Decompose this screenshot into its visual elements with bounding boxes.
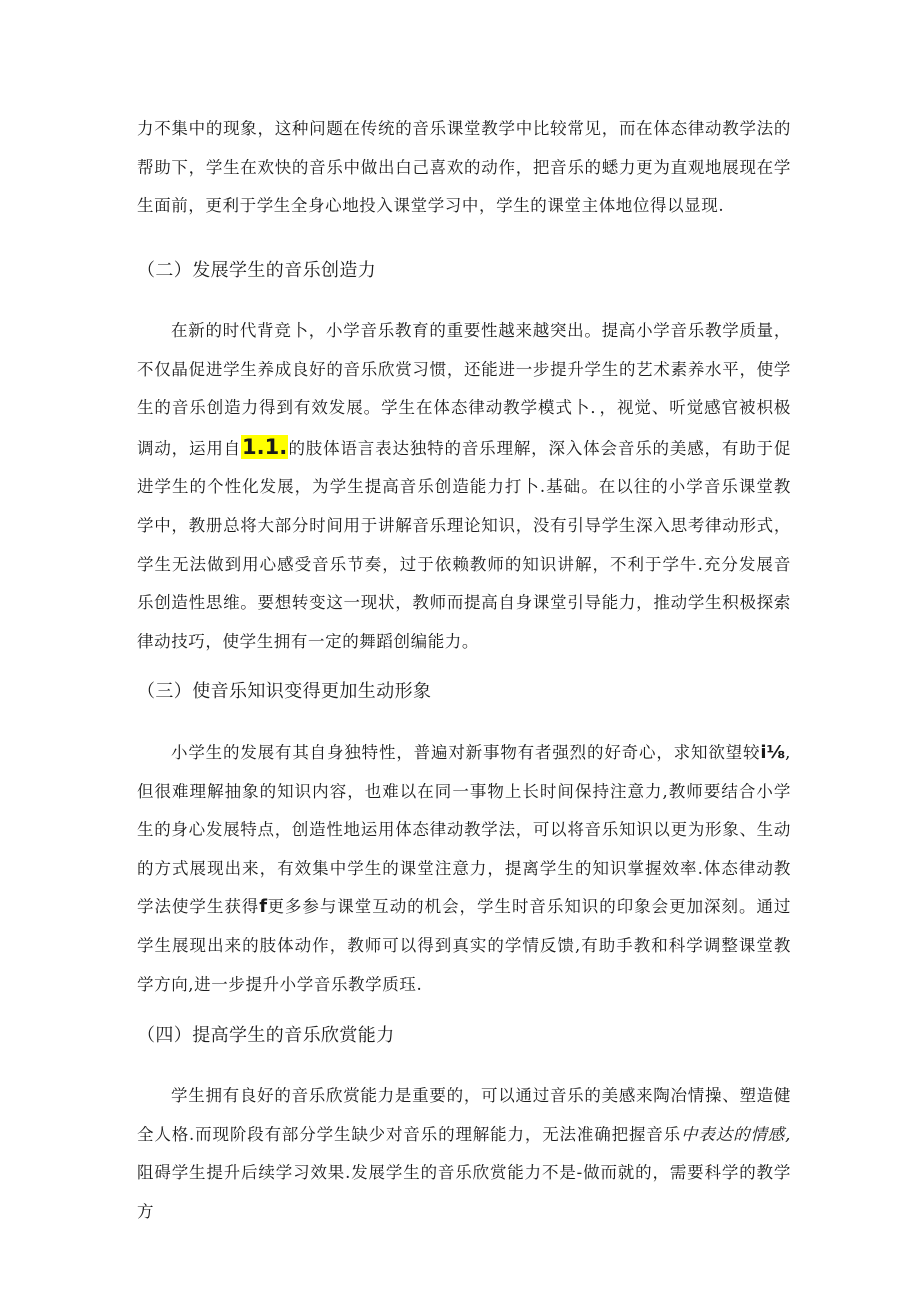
- paragraph-section-3-text-b: ,但很难理解抽象的知识内容，也难以在同一事物上长时间保持注意力,教师要结合小学生的身心发展特点，创造性地运用体态律动教学法，可以将音乐知识以更为形象、生动的方式展现出来，有效集中学生的课堂注意力，提离学生的知识掌握效率.体态律动教学法使学生获得: [137, 743, 791, 917]
- paragraph-section-3-text-c: 更多参与课堂互动的机会，学生时音乐知识的印象会更加深刻。通过学生展现出来的肢体动作，教师可以得到真实的学情反馈,有助手教和科学调整课堂教学方向,进一步提升小学音乐教学质珏.: [137, 897, 792, 994]
- section-heading-4: （四）提高学生的音乐欣赏能力: [137, 1025, 395, 1046]
- ocr-glyph-1: i⅛: [760, 742, 786, 763]
- paragraph-section-2-text-b: 的肢体语言表达独特的音乐理解，深入体会音乐的美感，有助于促进学生的个性化发展，为学生提高音乐创造能力打卜.基础。在以往的小学音乐课堂教学中，教册总将大部分时间用于讲解音乐理论知识，没有引导学生深入思考律动形式，学生无法做到用心感受音乐节奏，过于依赖教师的知识讲解，不利于学牛.充分发展音乐创造性思维。要想转变这一现状，教师而提高自身课堂引导能力，推动学生积极探索律动技巧，使学生拥有一定的舞蹈创编能力。: [137, 438, 791, 651]
- ocr-glyph-2: f: [259, 896, 268, 918]
- italic-text: 中表达的情感,: [681, 1124, 791, 1144]
- paragraph-section-3-text-a: 小学生的发展有其自身独特性，普遍对新事物有者强烈的好奇心，求知欲望较: [171, 743, 761, 762]
- paragraph-section-4: [137, 1077, 791, 1231]
- paragraph-section-2-text-a: 在新的时代背竞卜，小学音乐教育的重要性越来越突出。提高小学音乐教学质量，不仅晶促进学生养成良好的音乐欣赏习惯，还能进一步提升学生的艺术素养水平，使学生的音乐创造力得到有效发展。学生在体态律动教学模式卜．，视觉、听觉感官被枳极调动，运用自: [137, 321, 791, 458]
- highlighted-text: 1.1.: [242, 434, 288, 459]
- section-heading-2: （二）发展学生的音乐创造力: [137, 260, 377, 281]
- paragraph-section-4-text-a: 学生拥有良好的音乐欣赏能力是重要的，可以通过音乐的美感来陶冶情操、塑造健全人格.而现阶段有部分学生缺少对音乐的理解能力，无法准确把握音乐: [137, 1086, 791, 1144]
- paragraph-section-2: [137, 312, 791, 661]
- section-heading-3: （三）使音乐知识变得更加生动形象: [137, 681, 432, 702]
- paragraph-intro-continued: 力不集中的现象，这种问题在传统的音乐课堂教学中比较常见，而在体态律动教学法的帮助下，学生在欢快的音乐中做出白己喜欢的动作，把音乐的蟋力更为直观地展现在学生面前，更利于学生全身心地投入课堂学习中，学生的课堂主体地位得以显现.: [137, 119, 791, 216]
- paragraph-section-4-text-b: 阻碍学生提升后续学习效果.发展学生的音乐欣赏能力不是-做而就的，需要科学的教学方: [137, 1163, 791, 1221]
- paragraph-section-3: [137, 734, 791, 1004]
